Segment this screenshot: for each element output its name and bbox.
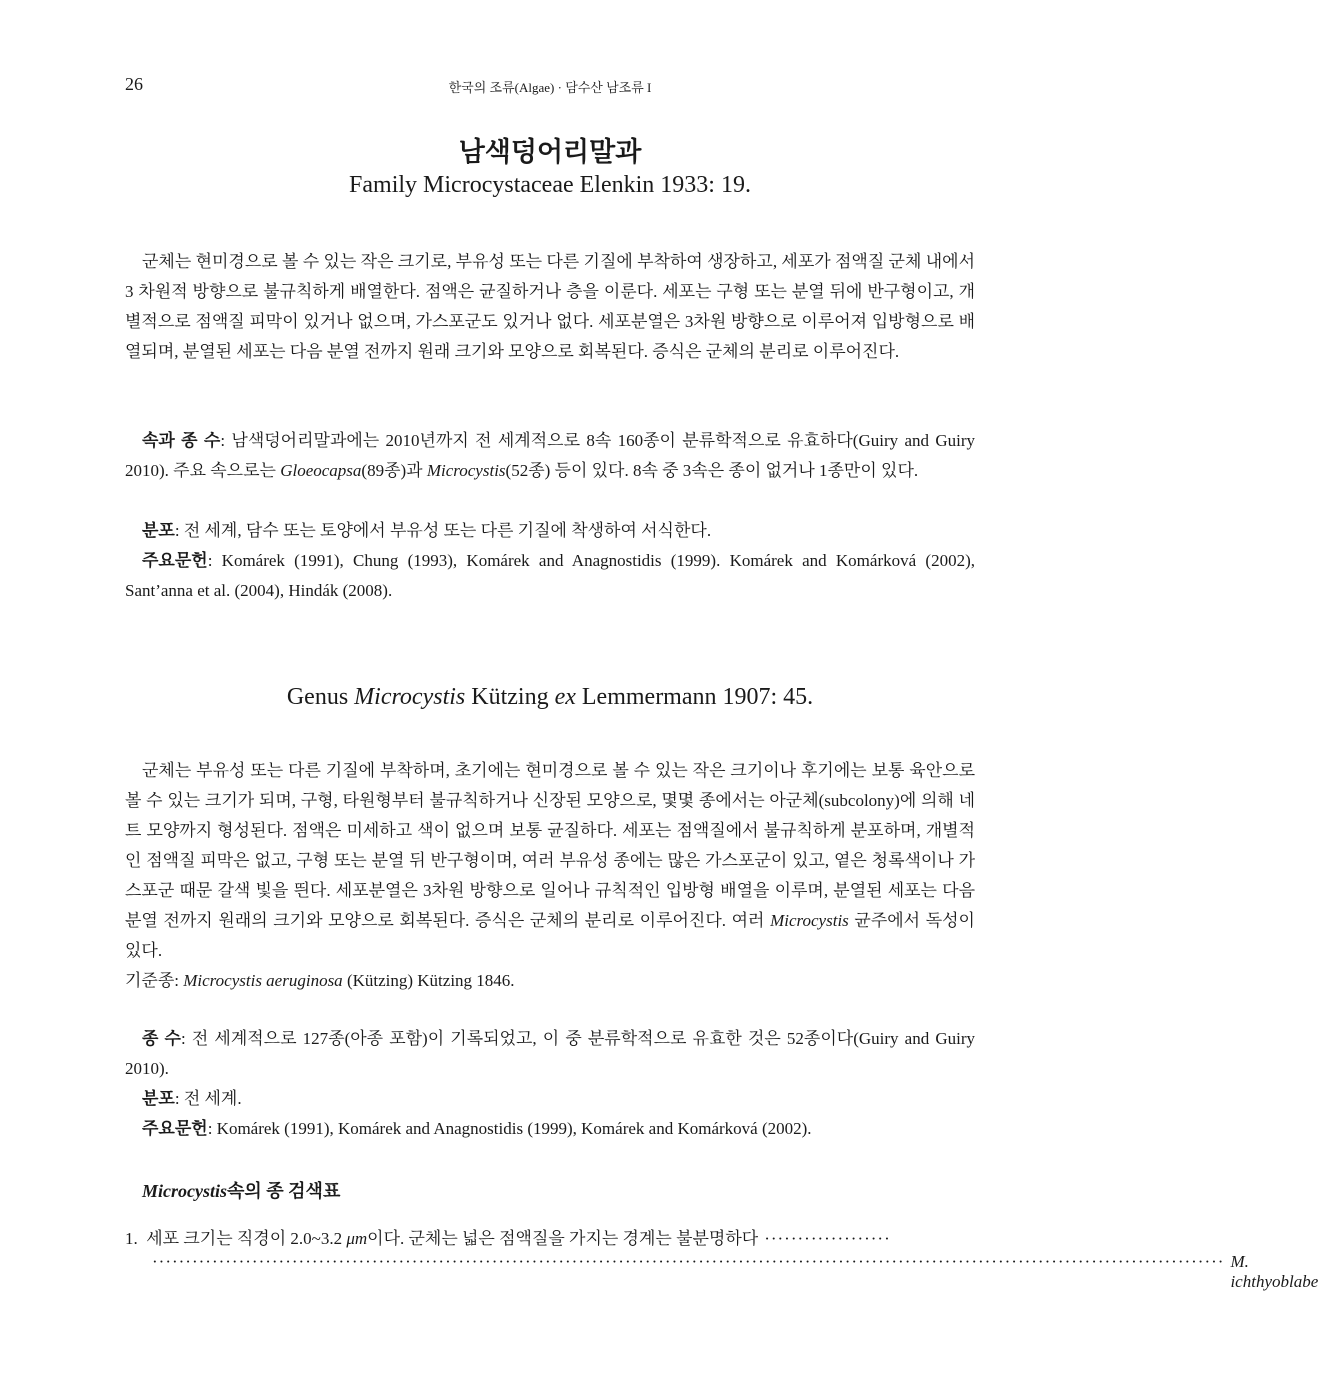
genus-title-ex: ex	[554, 684, 576, 710]
family-species-count-label: 속과 종 수	[142, 431, 221, 450]
genus-species-count-text: : 전 세계적으로 127종(아종 포함)이 기록되었고, 이 중 분류학적으로 유효한 것은 52종이다(Guiry and Guiry 2010).	[125, 1029, 975, 1078]
page-number: 26	[125, 74, 143, 94]
genus-description	[125, 756, 975, 996]
key-entry-text-before: 세포 크기는 직경이 2.0~3.2	[146, 1229, 347, 1248]
genus-gloeocapsa: Gloeocapsa	[280, 461, 362, 480]
family-references-label: 주요문헌	[142, 551, 208, 570]
genus-title-suffix: Lemmermann 1907: 45.	[575, 684, 814, 710]
key-entry-leader: ···················	[764, 1229, 891, 1248]
genus-description-main: 군체는 부유성 또는 다른 기질에 부착하며, 초기에는 현미경으로 볼 수 있는 작은 크기이나 후기에는 보통 육안으로 볼 수 있는 크기가 되며, 구형, 타원형부터 불규칙하거나 신장된 모양으로, 몇몇 종에서는 아군체(subcolony)에 의해 네트 모양까지 형성된다. 점액은 미세하고 색이 없으며 보통 균질하다. 세포는 점액질에서 불규칙하게 분포하며, 개별적인 점액질 피막은 없고, 구형 또는 분열 뒤 반구형이며, 여러 부유성 종에는 많은 가스포군이 있고, 옅은 청록색이나 가스포군 때문 갈색 빛을 띈다. 세포분열은 3차원 방향으로 일어나 규칙적인 입방형 배열을 이루며, 분열된 세포는 다음 분열 전까지 원래의 크기와 모양으로 회복된다. 증식은 군체의 분리로 이루어진다. 여러	[125, 761, 975, 930]
species-key-title-genus: Microcystis	[142, 1181, 227, 1201]
key-entry-text-after: 이다. 군체는 넓은 점액질을 가지는 경계는 불분명하다	[367, 1229, 759, 1248]
genus-title-name: Microcystis	[354, 684, 466, 710]
key-entry-1-result-line	[152, 1252, 1318, 1292]
family-species-count	[125, 426, 975, 486]
genus-distribution	[125, 1084, 975, 1114]
genus-references-label: 주요문헌	[142, 1119, 208, 1138]
genus-title-prefix: Genus	[286, 684, 355, 710]
family-distribution	[125, 516, 975, 546]
genus-microcystis: Microcystis	[426, 461, 506, 480]
genus-references	[125, 1114, 975, 1144]
genus-references-text: : Komárek (1991), Komárek and Anagnostidis (1999), Komárek and Komárková (2002).	[207, 1119, 812, 1138]
genus-title-author: Kützing	[465, 684, 555, 710]
genus-species-count-label: 종 수	[142, 1029, 181, 1048]
key-entry-unit: μm	[346, 1229, 368, 1248]
type-species-author: (Kützing) Kützing 1846.	[342, 971, 515, 990]
page-header	[125, 74, 975, 98]
type-species-label: 기준종:	[125, 971, 184, 990]
species-key-title	[142, 1177, 340, 1203]
genus-description-genus: Microcystis	[770, 911, 849, 930]
family-title-latin: Family Microcystaceae Elenkin 1933: 19.	[349, 172, 751, 198]
family-references-text: : Komárek (1991), Chung (1993), Komárek and Anagnostidis (1999). Komárek and Komárková (2002), Sant’anna et al. (2004), Hindák (2008).	[125, 551, 975, 600]
family-species-count-text-2: (89종)과	[361, 461, 427, 480]
family-species-count-text-3: (52종) 등이 있다. 8속 중 3속은 종이 없거나 1종만이 있다.	[505, 461, 919, 480]
key-entry-1	[125, 1224, 975, 1249]
genus-description-end: 균주에서 독성이 있다.	[125, 911, 975, 960]
family-references	[125, 546, 975, 606]
family-description: 군체는 현미경으로 볼 수 있는 작은 크기로, 부유성 또는 다른 기질에 부착하여 생장하고, 세포가 점액질 군체 내에서 3 차원적 방향으로 불규칙하게 배열한다. 점액은 균질하거나 층을 이룬다. 세포는 구형 또는 분열 뒤에 반구형이고, 개별적으로 점액질 피막이 있거나 없으며, 가스포군도 있거나 없다. 세포분열은 3차원 방향으로 이루어져 입방형으로 배열되며, 분열된 세포는 다음 분열 전까지 원래 크기와 모양으로 회복된다. 증식은 군체의 분리로 이루어진다.	[125, 252, 975, 361]
genus-distribution-label: 분포	[142, 1089, 175, 1108]
key-entry-result: M. ichthyoblabe	[1230, 1252, 1318, 1291]
running-title: 한국의 조류(Algae) · 담수산 남조류 I	[448, 80, 652, 95]
key-entry-continuation-dots: ·································································································································································	[152, 1252, 1225, 1271]
genus-distribution-text: : 전 세계.	[174, 1089, 242, 1108]
type-species-name: Microcystis aeruginosa	[183, 971, 343, 990]
family-distribution-label: 분포	[142, 521, 175, 540]
genus-species-count	[125, 1024, 975, 1084]
family-distribution-text: : 전 세계, 담수 또는 토양에서 부유성 또는 다른 기질에 착생하여 서식한다.	[174, 521, 712, 540]
species-key-title-rest: 속의 종 검색표	[227, 1181, 341, 1201]
family-title-korean: 남색덩어리말과	[458, 137, 642, 167]
genus-title	[0, 684, 1100, 711]
family-species-count-text-1: : 남색덩어리말과에는 2010년까지 전 세계적으로 8속 160종이 분류학적으로 유효하다(Guiry and Guiry 2010). 주요 속으로는	[125, 431, 975, 480]
key-entry-number: 1.	[125, 1229, 138, 1248]
